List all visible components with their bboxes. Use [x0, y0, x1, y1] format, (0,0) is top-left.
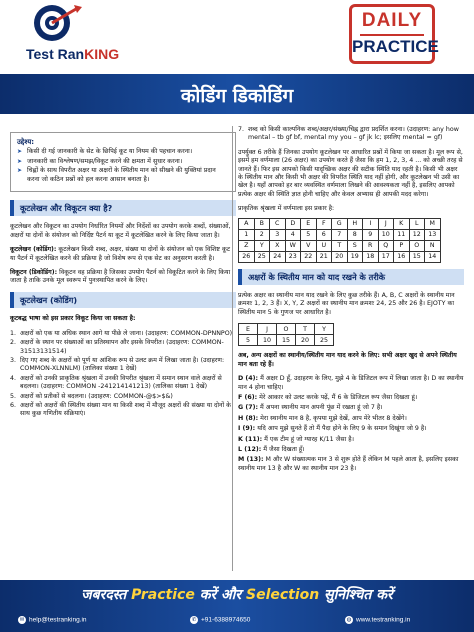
table-cell: 5	[239, 335, 258, 346]
letter-lines	[238, 375, 464, 473]
table-cell: 4	[285, 229, 301, 240]
table-cell: 1	[239, 229, 255, 240]
page-footer	[0, 580, 474, 632]
table-row	[239, 324, 334, 335]
table-cell: T	[296, 324, 315, 335]
table-cell: 16	[394, 251, 410, 262]
section-heading-coding: कूटलेखन (कोडिंग)	[10, 292, 236, 308]
table-cell: B	[254, 218, 270, 229]
letter-line: H (8): मेरा स्थानीय मान 8 है, कृपया मुझे देखें, आप मेरे भीतर 8 देखेंगे।	[238, 414, 407, 422]
table-cell: E	[301, 218, 317, 229]
table-cell: 14	[425, 251, 441, 262]
table-cell: K	[394, 218, 410, 229]
column-divider	[232, 126, 233, 571]
list-item: 1. अक्षरों को एक या अधिक स्थान आगे या पीछे ले जाना। (उदाहरण: COMMON-DPNNPO)	[10, 329, 233, 337]
letter-line: M (13): M और W संख्यात्मक मान 3 से शुरू होते हैं लेकिन M पहले आता है, इसलिए इसका स्थानीय मान 13 है और W का स्थानीय मान 23 है।	[238, 456, 459, 472]
table-cell: N	[425, 240, 441, 251]
table-cell: Y	[315, 324, 334, 335]
list-item: 6. अक्षरों को अक्षरों की स्थितीय संख्या मान या किसी शब्द में मौजूद अक्षरों की संख्या या दोनों के साथ कुछ गणितीय संक्रियाएं।	[10, 401, 231, 418]
list-item: 7. शब्द को किसी काल्पनिक शब्द/अक्षर/संख्या/चिह्न द्वारा प्रदर्शित करना। (उदाहरण: any how mental – tb gf bf, mental my you – gf jk lc; इसलिए mental = gf)	[238, 126, 459, 142]
table-row	[239, 251, 441, 262]
table-cell: 10	[258, 335, 277, 346]
paragraph: उपर्युक्त 6 तरीके हैं जिनका उपयोग कूटलेखन पर आधारित प्रश्नों में किया जा सकता है। मूल रूप से, इसमें हम वर्णमाला (26 अक्षर) का उपयोग करते हैं जैसा कि हम 1, 2, 3, 4 ... को अच्छी तरह से जानते हैं। फिर इस आपको किसी यादृच्छिक अक्षर की सटीक स्थिति याद रहती है। किसी भी अक्षर के स्थितीय मान और किसी भी अक्षर की विपरीत स्थिति याद नहीं होगी, और कूटलेखन भी उसी का खेल है। यहाँ आपको हर बार व्यवस्थित वर्णमाला लिखने की आवश्यकता नहीं है, इसलिए आपको प्रत्येक अक्षर की स्थिति ज्ञात होनी चाहिए और केवल अभ्यास ही आपकी मदद करेगा।	[238, 148, 463, 198]
table-cell: 3	[270, 229, 286, 240]
table-cell: A	[239, 218, 255, 229]
table-cell: F	[316, 218, 332, 229]
table-cell: 26	[239, 251, 255, 262]
table-cell: 22	[301, 251, 317, 262]
table-cell: 20	[296, 335, 315, 346]
objective-item: ➤ चिह्नों के साथ विपरीत अक्षर या अक्षरों के स्थितीय मान को सीखने की युक्तियां प्रदान करना जो कठिन प्रश्नों को हल करना आसान बनाता है।	[17, 167, 216, 183]
list-item: 2. अक्षरों के स्थान पर संख्याओं का प्रतिस्थापन और इसके विपरीत। (उदाहरण: COMMON- 31513131514)	[10, 339, 224, 355]
table-cell: V	[301, 240, 317, 251]
table-cell: 11	[394, 229, 410, 240]
table-cell: C	[270, 218, 286, 229]
arrow-bullet-icon: ➤	[17, 157, 23, 165]
table-cell: L	[409, 218, 425, 229]
table-cell: 13	[425, 229, 441, 240]
footer-email[interactable]: ✉ help@testranking.in	[19, 616, 87, 624]
daily-label: DAILY	[361, 10, 423, 31]
page-header	[0, 0, 474, 70]
table-cell: 9	[363, 229, 379, 240]
practice-label: PRACTICE	[352, 37, 439, 56]
table-cell: 21	[316, 251, 332, 262]
table-caption: प्राकृतिक श्रृंखला में वर्णमाला इस प्रकार है:	[238, 205, 335, 213]
table-cell: I	[363, 218, 379, 229]
phone-icon: ✆	[191, 617, 197, 623]
table-cell: J	[258, 324, 277, 335]
brand-name: Test RanKING	[26, 46, 120, 62]
table-cell: 12	[409, 229, 425, 240]
left-column	[10, 126, 236, 420]
email-icon: ✉	[19, 617, 25, 623]
table-cell: S	[347, 240, 363, 251]
table-cell: 17	[378, 251, 394, 262]
table-cell: J	[378, 218, 394, 229]
table-cell: Q	[378, 240, 394, 251]
footer-phone[interactable]: ✆ +91-6388974650	[191, 616, 251, 624]
table-cell: O	[409, 240, 425, 251]
right-column	[238, 126, 464, 475]
table-cell: U	[316, 240, 332, 251]
table-cell: 25	[315, 335, 334, 346]
letter-line: G (7): मैं अपना स्थानीय मान अपनी पूंछ में रखता हूं जो 7 है।	[238, 404, 383, 412]
title-band	[0, 74, 474, 114]
table-cell: 5	[301, 229, 317, 240]
table-cell: Y	[254, 240, 270, 251]
section-heading-positional: अक्षरों के स्थितीय मान को याद रखने के तरीके	[238, 269, 464, 285]
table-cell: 7	[332, 229, 348, 240]
globe-icon: ◍	[346, 617, 352, 623]
table-cell: 15	[409, 251, 425, 262]
table-cell: E	[239, 324, 258, 335]
letter-line: K (11): मैं एक टीम हूं जो ग्यारह K/11 जैसा है।	[238, 435, 354, 443]
table-cell: 2	[254, 229, 270, 240]
table-cell: M	[425, 218, 441, 229]
objective-item: ➤ किसी दी गई जानकारी के सेट के छिपिई कूट या नियम की पहचान करना।	[17, 148, 193, 156]
paragraph: कूटलेखन (कोडिंग): कूटलेखन किसी शब्द, अक्षर, संख्या या दोनों के संयोजन को एक विशिष्ट कूट या पैटर्न में कूटलेखित करने की प्रक्रिया है जो विशेष रूप से एक सेट का अनुसरण करती है।	[10, 246, 230, 262]
target-logo-icon	[30, 3, 84, 43]
paragraph: प्रत्येक अक्षर का स्थानीय मान याद रखने के लिए कुछ तरीके हैं। A, B, C अक्षरों के स्थानीय मान क्रमशः 1, 2, 3 हैं। X, Y, Z अक्षरों का स्थानीय मान क्रमशः 24, 25 और 26 है। EJOTY का स्थितीय मान 5 के गुणज पर आधारित है।	[238, 292, 455, 316]
paragraph: कूटलेखन और विकूटन का उपयोग निर्धारित नियमों और निर्देशों का उपयोग करके शब्दों, संख्याओं, अक्षरों या दोनों के संयोजन को निर्दिष्ट पैटर्न या कूट में कूटलेखित करने के लिए किया जाता है।	[10, 223, 231, 239]
paragraph: विकूटन (डिकोडिंग): विकूटन वह प्रक्रिया है जिसका उपयोग पैटर्न को विकूटित करने के लिए किया जाता है ताकि उनके मूल स्वरूप में पुनःस्थापित करने के लिए।	[10, 269, 231, 285]
objectives-heading: उद्देश्य:	[17, 138, 35, 146]
table-cell: 24	[270, 251, 286, 262]
table-cell: 23	[285, 251, 301, 262]
table-cell: X	[270, 240, 286, 251]
table-cell: 8	[347, 229, 363, 240]
table-cell: P	[394, 240, 410, 251]
table-cell: O	[277, 324, 296, 335]
objectives-box	[10, 132, 236, 192]
table-cell: 18	[363, 251, 379, 262]
table-cell: G	[332, 218, 348, 229]
table-row	[239, 240, 441, 251]
section-heading-what-is: कूटलेखन और विकूटन क्या है?	[10, 200, 236, 216]
letter-line: L (12): मैं जैसा दिखता हूँ।	[238, 445, 305, 453]
table-cell: 20	[332, 251, 348, 262]
letter-line: F (6): मेरे आकार को उलट करके पढ़ें, मैं 6 के डिजिटल रूप जैसा दिखता हूं।	[238, 393, 418, 401]
table-cell: R	[363, 240, 379, 251]
ejoty-table	[238, 323, 334, 346]
table-cell: 6	[316, 229, 332, 240]
table-cell: T	[332, 240, 348, 251]
arrow-bullet-icon: ➤	[17, 148, 23, 156]
coding-intro: कूटबद्ध भाषा को इस प्रकार विकूट किया जा सकता है:	[10, 315, 136, 323]
daily-practice-badge	[349, 4, 439, 64]
table-row	[239, 335, 334, 346]
objective-item: ➤ जानकारी का विश्लेषण/समझ/विकूट करने की क्षमता में सुधार करना।	[17, 157, 183, 165]
page-title: कोडिंग डिकोडिंग	[180, 85, 294, 107]
footer-website[interactable]: ◍ www.testranking.in	[346, 616, 411, 624]
letter-line: D (4): मैं अक्षर D हूँ, उदाहरण के लिए, मुझे 4 के डिजिटल रूप में लिखा जाता है। D का स्थानीय मान 4 होना चाहिए।	[238, 375, 464, 391]
letter-line: I (9): यदि आप मुझे सुनते हैं तो मैं पैदा होने के लिए 9 के समान दिखूंगा जो 9 है।	[238, 425, 427, 433]
list-item: 3. दिए गए शब्द के अक्षरों को पूर्ण या आंशिक रूप से उलट क्रम में लिखा जाता है। (उदाहरण: COMMON-XLNNLM) (तालिका संख्या 1 देखें)	[10, 356, 225, 373]
table-cell: 19	[347, 251, 363, 262]
table-cell: 10	[378, 229, 394, 240]
table-cell: 15	[277, 335, 296, 346]
list-item: 4. अक्षरों को उनकी प्राकृतिक श्रृंखला में उनकी विपरीत श्रृंखला में समान स्थान वाले अक्षरों से बदलना। (उदाहरण: COMMON -241214141213) (तालिका संख्या 1 देखें)	[10, 374, 222, 391]
table-cell: 25	[254, 251, 270, 262]
table-cell: D	[285, 218, 301, 229]
table-cell: Z	[239, 240, 255, 251]
table-row	[239, 218, 441, 229]
table-row	[239, 229, 441, 240]
arrow-bullet-icon: ➤	[17, 167, 23, 175]
table-cell: H	[347, 218, 363, 229]
table-cell: W	[285, 240, 301, 251]
list-item: 5. अक्षरों को प्रतीकों से बदलना। (उदाहरण: COMMON-@$>$&)	[10, 392, 173, 400]
footer-slogan: जबरदस्त Practice करें और Selection सुनिश्चित करें	[81, 587, 393, 603]
alphabet-table	[238, 218, 441, 263]
paragraph-bold: अब, अन्य अक्षरों का स्थानीय/स्थितीय मान याद करने के लिए: सभी अक्षर खुद से अपने स्थितीय मान बता रहे हैं।	[238, 352, 457, 368]
